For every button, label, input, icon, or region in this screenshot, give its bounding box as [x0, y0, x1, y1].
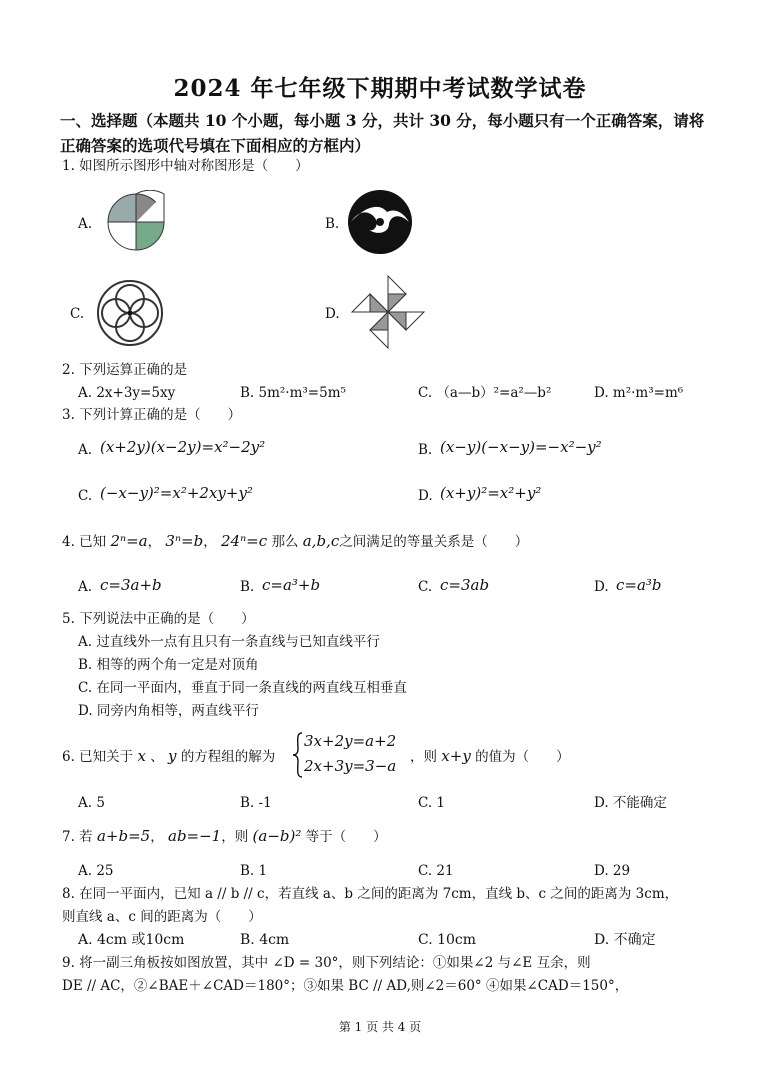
- q5-option-c: C. 在同一平面内，垂直于同一条直线的两直线互相垂直: [78, 680, 407, 696]
- q3-option-c-label: C.: [78, 488, 93, 504]
- q5-option-b: B. 相等的两个角一定是对顶角: [78, 657, 259, 673]
- question-1-stem: 1. 如图所示图形中轴对称图形是（ ）: [62, 158, 309, 174]
- q4-option-c-expr: c=3ab: [440, 576, 490, 594]
- q1-option-d-label: D.: [325, 306, 340, 322]
- question-9-line-2: DE // AC，②∠BAE＋∠CAD＝180°；③如果 BC // AD,则∠2＝60° ④如果∠CAD＝150°，: [62, 978, 629, 994]
- question-9-line-1: 9. 将一副三角板按如图放置，其中 ∠D = 30°，则下列结论：①如果∠2 与∠E 互余，则: [62, 955, 591, 971]
- question-3-stem: 3. 下列计算正确的是（ ）: [62, 407, 242, 423]
- q6-stem-lead: 6. 已知关于: [62, 749, 134, 765]
- q7-expr-1: a+b=5: [96, 827, 151, 845]
- question-2-stem: 2. 下列运算正确的是: [62, 362, 188, 378]
- q4-option-d-expr: c=a³b: [616, 576, 662, 594]
- q1-option-a-label: A.: [78, 216, 93, 232]
- q6-option-b: B. -1: [240, 795, 272, 811]
- question-8-line-1: 8. 在同一平面内，已知 a // b // c，若直线 a、b 之间的距离为 7cm，直线 b、c 之间的距离为 3cm，: [62, 886, 679, 902]
- q4-stem-mid: 那么: [271, 534, 299, 550]
- q4-option-b-label: B.: [240, 579, 255, 595]
- q2-option-b: B. 5m²·m³=5m⁵: [240, 385, 346, 401]
- q7-sep: ，: [150, 829, 164, 845]
- q8-option-d: D. 不确定: [594, 932, 656, 948]
- q2-option-c: C. （a—b）²=a²—b²: [418, 385, 552, 401]
- figure-a-pinwheel: [100, 190, 172, 254]
- q3-option-a-expr: (x+2y)(x−2y)=x²−2y²: [100, 438, 266, 456]
- question-6-stem-tail: [410, 747, 570, 766]
- page-footer: 第 1 页 共 4 页: [338, 1020, 422, 1034]
- q6-stem-mid: 的方程组的解为: [180, 749, 276, 765]
- figure-d-triangle-pinwheel: [348, 272, 428, 352]
- q2-option-d: D. m²·m³=m⁶: [594, 385, 684, 401]
- q3-option-a-label: A.: [78, 442, 93, 458]
- q6-tail: 的值为（ ）: [475, 749, 570, 765]
- q4-option-a-expr: c=3a+b: [100, 576, 162, 594]
- q7-stem-mid: ，则: [221, 829, 249, 845]
- q4-expr-2: 3ⁿ=b: [165, 532, 204, 550]
- question-4-stem: [62, 532, 528, 551]
- q5-option-d: D. 同旁内角相等，两直线平行: [78, 703, 259, 719]
- q7-expr-2: ab=−1: [168, 827, 222, 845]
- q6-dun: 、: [150, 749, 164, 765]
- q7-stem-lead: 7. 若: [62, 829, 93, 845]
- q6-option-c: C. 1: [418, 795, 446, 811]
- q4-option-a-label: A.: [78, 579, 93, 595]
- q4-option-c-label: C.: [418, 579, 433, 595]
- q7-option-b: B. 1: [240, 863, 268, 879]
- q2-option-a: A. 2x+3y=5xy: [78, 385, 176, 401]
- q6-option-a: A. 5: [78, 795, 105, 811]
- q4-option-d-label: D.: [594, 579, 609, 595]
- q1-option-c-label: C.: [70, 306, 85, 322]
- q6-sum-expr: x+y: [441, 747, 471, 765]
- figure-c-four-petal-circle: [95, 278, 165, 348]
- q4-expr-4: a,b,c: [302, 532, 340, 550]
- q1-option-b-label: B.: [325, 216, 340, 232]
- section-heading: 一、选择题（本题共 10 个小题，每小题 3 分，共计 30 分，每小题只有一个正确答案，请将正确答案的选项代号填在下面相应的方框内）: [60, 111, 705, 155]
- q6-then: ，则: [410, 749, 437, 765]
- q7-stem-tail: 等于（ ）: [305, 829, 387, 845]
- q4-expr-3: 24ⁿ=c: [221, 532, 268, 550]
- q6-var-y: y: [168, 747, 177, 765]
- q3-option-d-label: D.: [418, 488, 433, 504]
- q6-option-d: D. 不能确定: [594, 795, 667, 811]
- question-6-stem-lead: [62, 747, 275, 766]
- q6-equation-1: 3x+2y=a+2: [304, 732, 397, 750]
- q6-var-x: x: [137, 747, 146, 765]
- q3-option-b-expr: (x−y)(−x−y)=−x²−y²: [440, 438, 602, 456]
- q8-option-c: C. 10cm: [418, 932, 477, 948]
- figure-b-taiji-wave: [345, 188, 415, 256]
- q8-option-a: A. 4cm 或10cm: [78, 932, 185, 948]
- q7-option-d: D. 29: [594, 863, 631, 879]
- q3-option-b-label: B.: [418, 442, 433, 458]
- q4-stem-tail: 之间满足的等量关系是（ ）: [339, 534, 529, 550]
- q7-option-a: A. 25: [78, 863, 114, 879]
- q5-option-a: A. 过直线外一点有且只有一条直线与已知直线平行: [78, 634, 380, 650]
- q4-stem-lead: 4. 已知: [62, 534, 107, 550]
- q8-option-b: B. 4cm: [240, 932, 290, 948]
- q6-system-brace: [292, 731, 304, 779]
- question-8-line-2: 则直线 a、c 间的距离为（ ）: [62, 909, 262, 925]
- question-7-stem: [62, 827, 387, 846]
- q7-option-c: C. 21: [418, 863, 454, 879]
- q6-equation-2: 2x+3y=3−a: [304, 757, 397, 775]
- q3-option-d-expr: (x+y)²=x²+y²: [440, 484, 542, 502]
- page-title: 2024 年七年级下期期中考试数学试卷: [173, 75, 587, 102]
- q4-option-b-expr: c=a³+b: [262, 576, 321, 594]
- q4-sep-2: ，: [203, 534, 217, 550]
- q3-option-c-expr: (−x−y)²=x²+2xy+y²: [100, 484, 253, 502]
- q4-expr-1: 2ⁿ=a: [110, 532, 148, 550]
- question-5-stem: 5. 下列说法中正确的是（ ）: [62, 611, 255, 627]
- q7-expr-3: (a−b)²: [252, 827, 302, 845]
- q4-sep-1: ，: [147, 534, 162, 550]
